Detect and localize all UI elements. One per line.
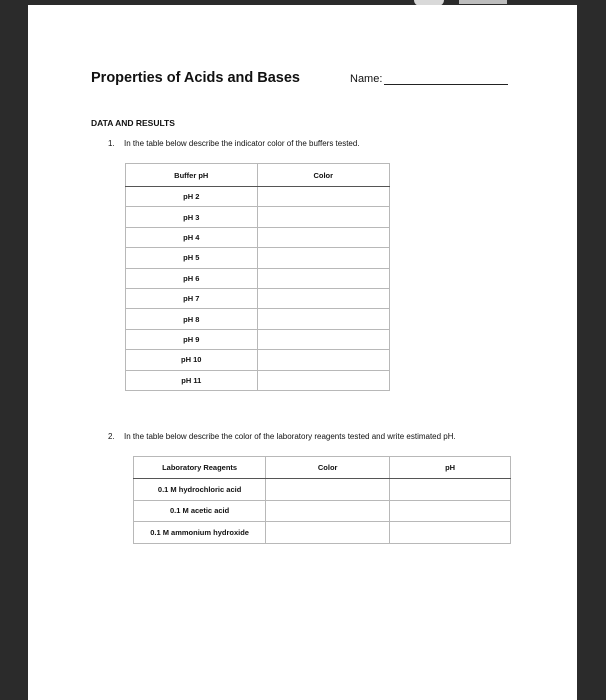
table-row bbox=[126, 370, 390, 390]
table-row bbox=[126, 248, 390, 268]
column-header-ph: pH bbox=[390, 457, 511, 479]
table-header-row bbox=[126, 164, 390, 187]
buffer-ph-cell: pH 11 bbox=[126, 370, 258, 390]
ph-entry-cell bbox=[390, 522, 511, 544]
color-entry-cell bbox=[257, 268, 390, 288]
color-entry-cell bbox=[257, 207, 390, 227]
color-entry-cell bbox=[257, 350, 390, 370]
buffer-ph-cell: pH 4 bbox=[126, 227, 258, 247]
color-entry-cell bbox=[257, 370, 390, 390]
column-header-color: Color bbox=[266, 457, 390, 479]
table-row bbox=[134, 500, 511, 522]
column-header-buffer-ph: Buffer pH bbox=[126, 164, 258, 187]
column-header-color: Color bbox=[257, 164, 390, 187]
buffer-ph-cell: pH 6 bbox=[126, 268, 258, 288]
buffer-ph-cell: pH 7 bbox=[126, 288, 258, 308]
question-1 bbox=[108, 139, 360, 148]
question-2 bbox=[108, 432, 456, 441]
color-entry-cell bbox=[257, 187, 390, 207]
reagent-name-cell: 0.1 M acetic acid bbox=[134, 500, 266, 522]
name-blank-line bbox=[384, 84, 508, 85]
buffer-ph-cell: pH 2 bbox=[126, 187, 258, 207]
buffer-ph-cell: pH 9 bbox=[126, 329, 258, 349]
table-row bbox=[126, 288, 390, 308]
color-entry-cell bbox=[266, 500, 390, 522]
section-heading: DATA AND RESULTS bbox=[91, 118, 175, 128]
color-entry-cell bbox=[266, 479, 390, 501]
buffer-ph-cell: pH 3 bbox=[126, 207, 258, 227]
viewer-left-margin bbox=[0, 0, 28, 700]
name-label: Name: bbox=[350, 73, 383, 85]
document-title: Properties of Acids and Bases bbox=[91, 70, 300, 86]
question-1-number: 1. bbox=[108, 139, 115, 148]
table-row bbox=[126, 309, 390, 329]
color-entry-cell bbox=[266, 522, 390, 544]
buffer-color-table bbox=[125, 163, 390, 391]
viewer-toolbar-tab[interactable] bbox=[459, 0, 507, 4]
buffer-ph-cell: pH 10 bbox=[126, 350, 258, 370]
table-row bbox=[134, 479, 511, 501]
reagent-name-cell: 0.1 M hydrochloric acid bbox=[134, 479, 266, 501]
ph-entry-cell bbox=[390, 500, 511, 522]
question-2-number: 2. bbox=[108, 432, 115, 441]
color-entry-cell bbox=[257, 248, 390, 268]
table-header-row bbox=[134, 457, 511, 479]
column-header-laboratory-reagents: Laboratory Reagents bbox=[134, 457, 266, 479]
question-2-text: In the table below describe the color of the laboratory reagents tested and write estimated pH. bbox=[124, 432, 456, 441]
table-row bbox=[126, 329, 390, 349]
table-row bbox=[126, 207, 390, 227]
color-entry-cell bbox=[257, 329, 390, 349]
buffer-ph-cell: pH 5 bbox=[126, 248, 258, 268]
table-row bbox=[134, 522, 511, 544]
reagent-name-cell: 0.1 M ammonium hydroxide bbox=[134, 522, 266, 544]
reagent-table bbox=[133, 456, 511, 544]
table-row bbox=[126, 350, 390, 370]
color-entry-cell bbox=[257, 288, 390, 308]
table-row bbox=[126, 187, 390, 207]
table-row bbox=[126, 268, 390, 288]
table-row bbox=[126, 227, 390, 247]
question-1-text: In the table below describe the indicator color of the buffers tested. bbox=[124, 139, 360, 148]
color-entry-cell bbox=[257, 309, 390, 329]
color-entry-cell bbox=[257, 227, 390, 247]
viewer-right-margin bbox=[577, 0, 606, 700]
buffer-ph-cell: pH 8 bbox=[126, 309, 258, 329]
ph-entry-cell bbox=[390, 479, 511, 501]
